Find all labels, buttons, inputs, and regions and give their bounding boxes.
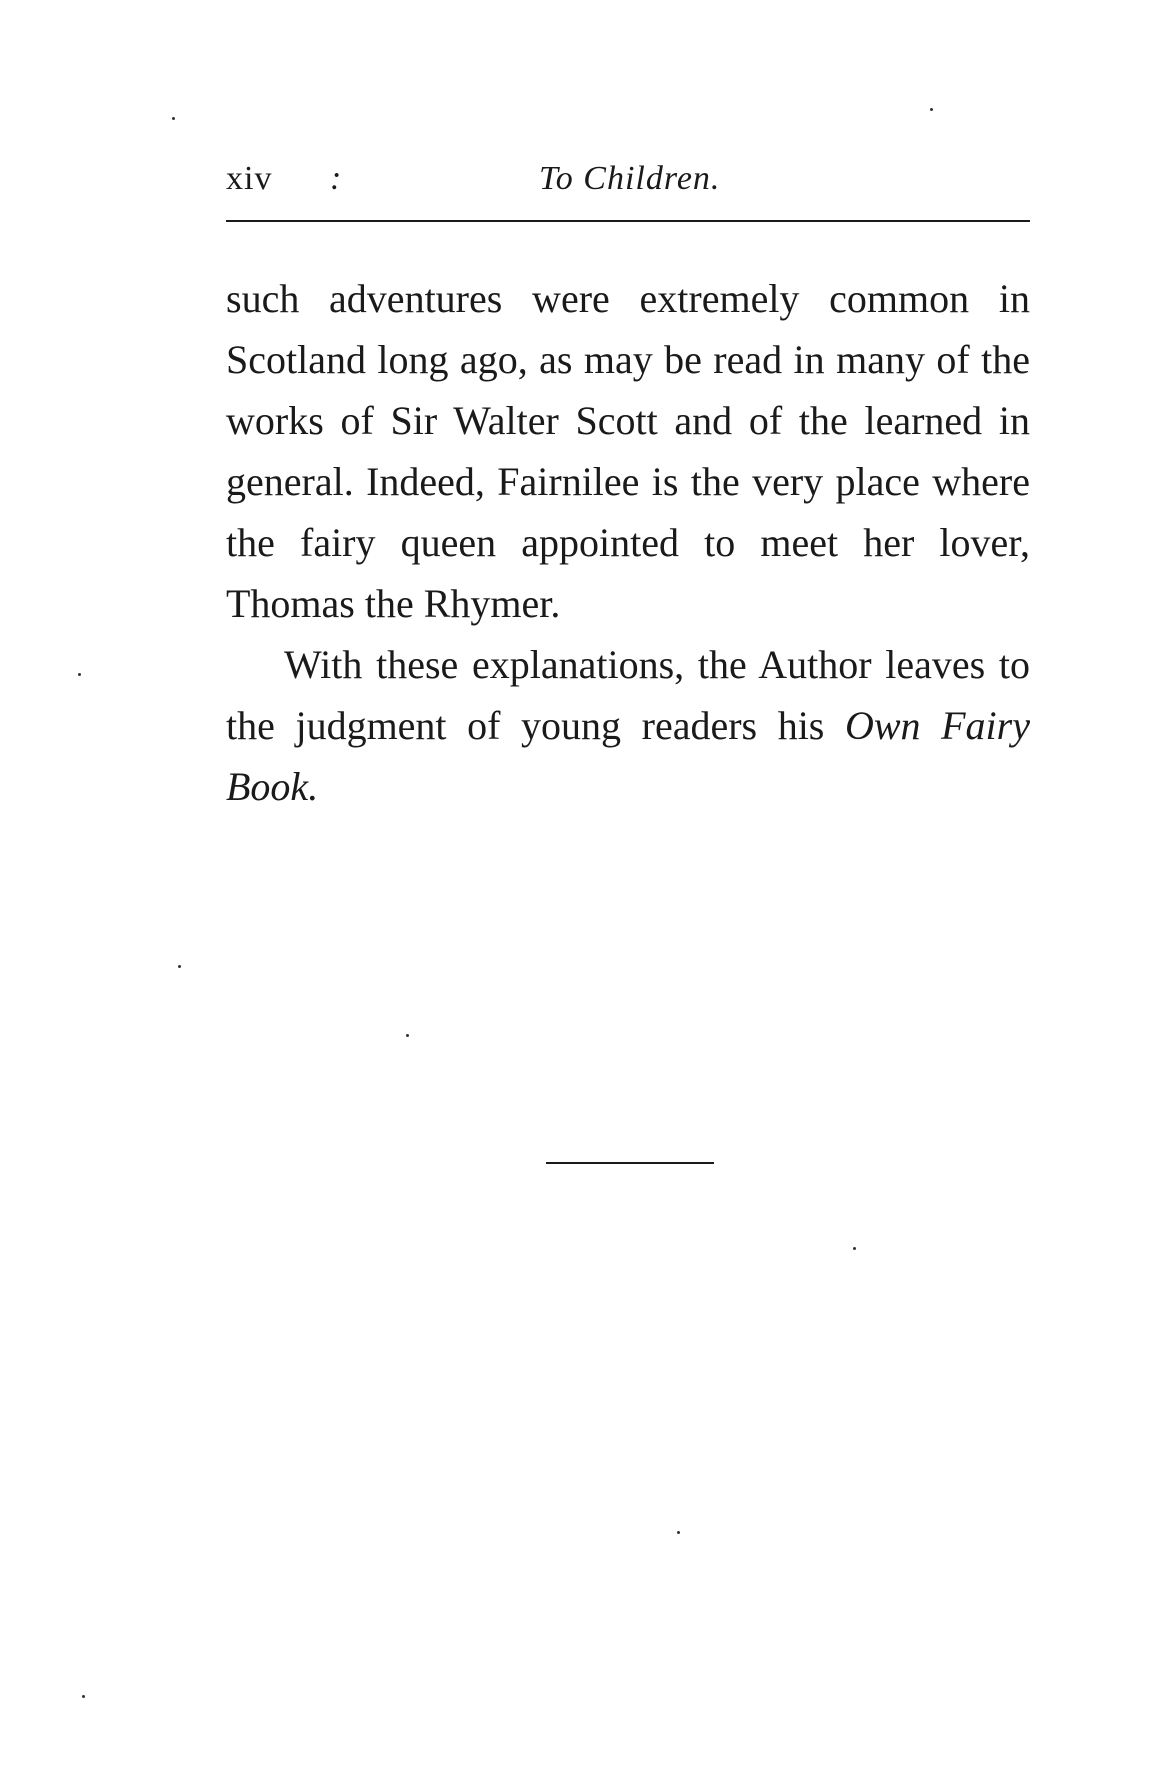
paper-speck [677, 1531, 680, 1534]
paper-speck [406, 1034, 409, 1037]
paragraph-1: such adventures were extremely common in Scotland long ago, as may be read in many of the works of Sir Walter Scott and of the learned in general. Indeed, Fairnilee is the very place where the fairy queen appointed to meet her lover, Thomas the Rhymer. [226, 276, 1030, 626]
page-number: xiv [226, 160, 273, 197]
paragraph-2-text: With these explanations, the Author leaves to the judgment of young readers his [226, 642, 1030, 748]
running-head [226, 160, 1030, 210]
paragraph-2 [226, 634, 1030, 817]
paper-speck [78, 673, 81, 676]
body-text [226, 268, 1030, 817]
paper-speck [853, 1247, 856, 1250]
paper-speck [178, 965, 181, 968]
paper-speck [930, 108, 933, 111]
end-rule [546, 1162, 714, 1164]
running-title: To Children. [539, 160, 721, 197]
paper-speck [172, 117, 175, 120]
header-rule [226, 220, 1030, 222]
paper-speck [82, 1695, 85, 1698]
header-mark: : [330, 160, 342, 197]
book-title: Own Fairy Book. [226, 703, 1030, 809]
